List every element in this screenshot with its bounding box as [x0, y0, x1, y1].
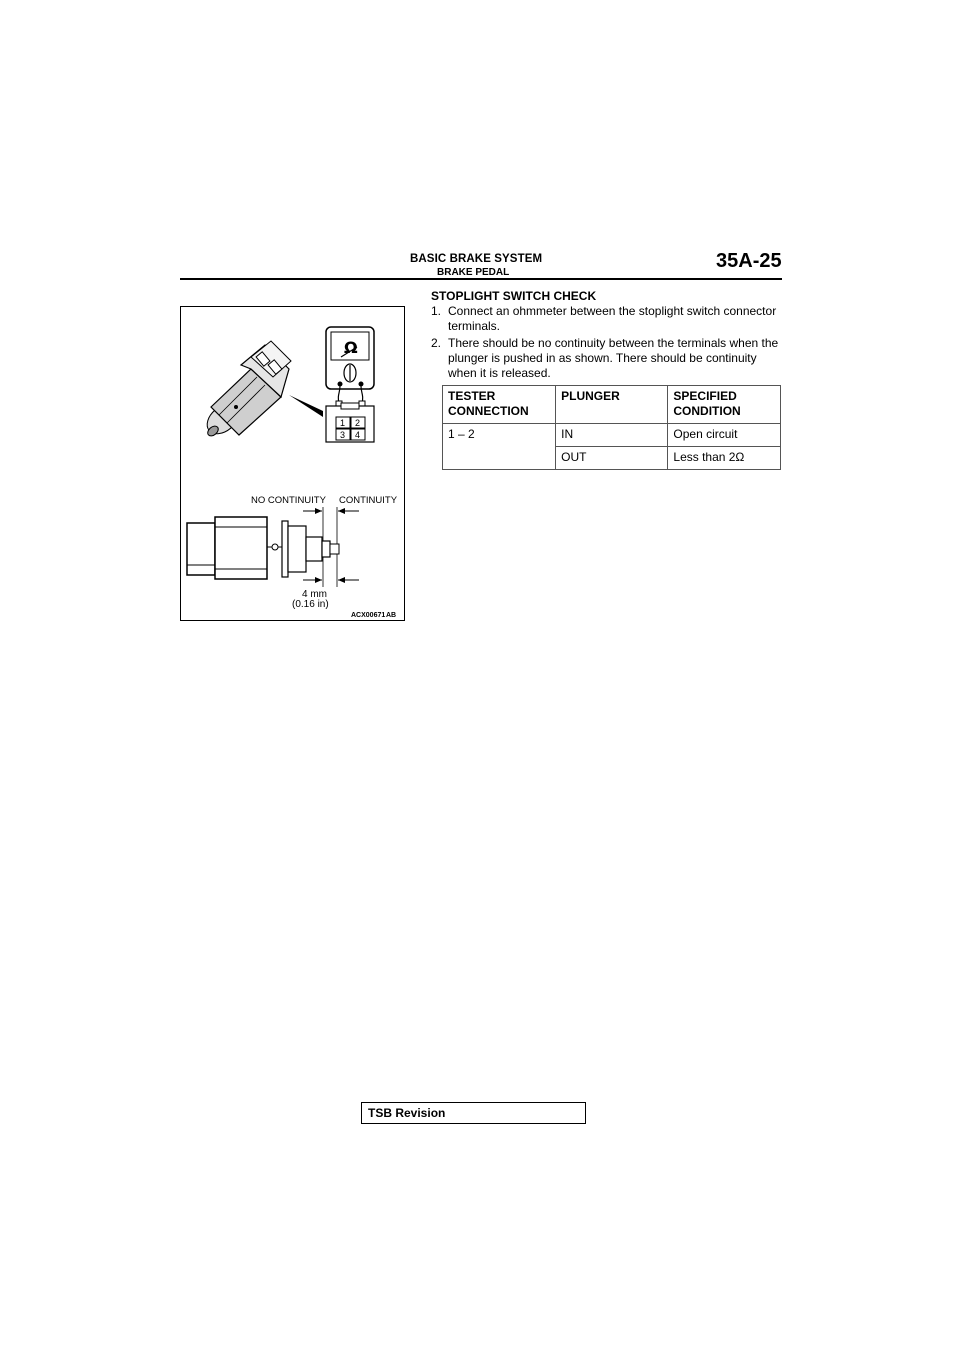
spec-table — [442, 385, 781, 470]
switch-perspective — [201, 341, 291, 440]
switch-illustration — [181, 307, 406, 622]
header-specified-condition: SPECIFIED CONDITION — [668, 386, 781, 424]
terminal-1: 1 — [340, 418, 346, 428]
step-text: Connect an ohmmeter between the stoplight switch connector terminals. — [448, 304, 777, 333]
terminal-2: 2 — [355, 418, 361, 428]
step-2 — [431, 336, 781, 381]
cell-plunger: IN — [556, 424, 668, 447]
stoplight-switch-figure — [180, 306, 405, 621]
tsb-revision-label: TSB Revision — [368, 1106, 446, 1120]
cell-condition: Open circuit — [668, 424, 781, 447]
cell-condition: Less than 2Ω — [668, 447, 781, 470]
table-row — [443, 424, 781, 447]
switch-side-view — [187, 517, 339, 579]
tsb-revision-box — [361, 1102, 586, 1124]
section-title: BASIC BRAKE SYSTEM — [410, 253, 543, 265]
dimension-mm: 4 mm — [302, 589, 327, 600]
page-number: 35A-25 — [716, 250, 782, 272]
figure-suffix: AB — [386, 612, 397, 619]
ohmmeter-icon — [326, 327, 374, 389]
step-text: There should be no continuity between the terminals when the plunger is pushed in as shown. There should be continuity when it is released. — [448, 336, 779, 380]
dimension-in: (0.16 in) — [292, 599, 329, 610]
step-number: 1. — [431, 304, 442, 318]
terminal-4: 4 — [355, 430, 361, 440]
subsection-title: BRAKE PEDAL — [437, 267, 510, 278]
step-number: 2. — [431, 336, 442, 350]
cell-plunger: OUT — [556, 447, 668, 470]
step-1 — [431, 304, 781, 334]
header-tester-connection: TESTER CONNECTION — [443, 386, 556, 424]
header-rule — [180, 278, 782, 280]
continuity-label: CONTINUITY — [339, 495, 398, 506]
cell-tester-connection: 1 – 2 — [443, 424, 556, 470]
figure-code: ACX00671 — [351, 612, 386, 619]
ohm-symbol: Ω — [344, 338, 358, 357]
check-heading: STOPLIGHT SWITCH CHECK — [431, 289, 597, 303]
no-continuity-label: NO CONTINUITY — [251, 495, 326, 506]
pointer-wedge — [289, 395, 323, 417]
connector-diagram — [326, 403, 374, 442]
terminal-3: 3 — [340, 430, 346, 440]
table-header-row — [443, 386, 781, 424]
header-plunger: PLUNGER — [556, 386, 668, 424]
